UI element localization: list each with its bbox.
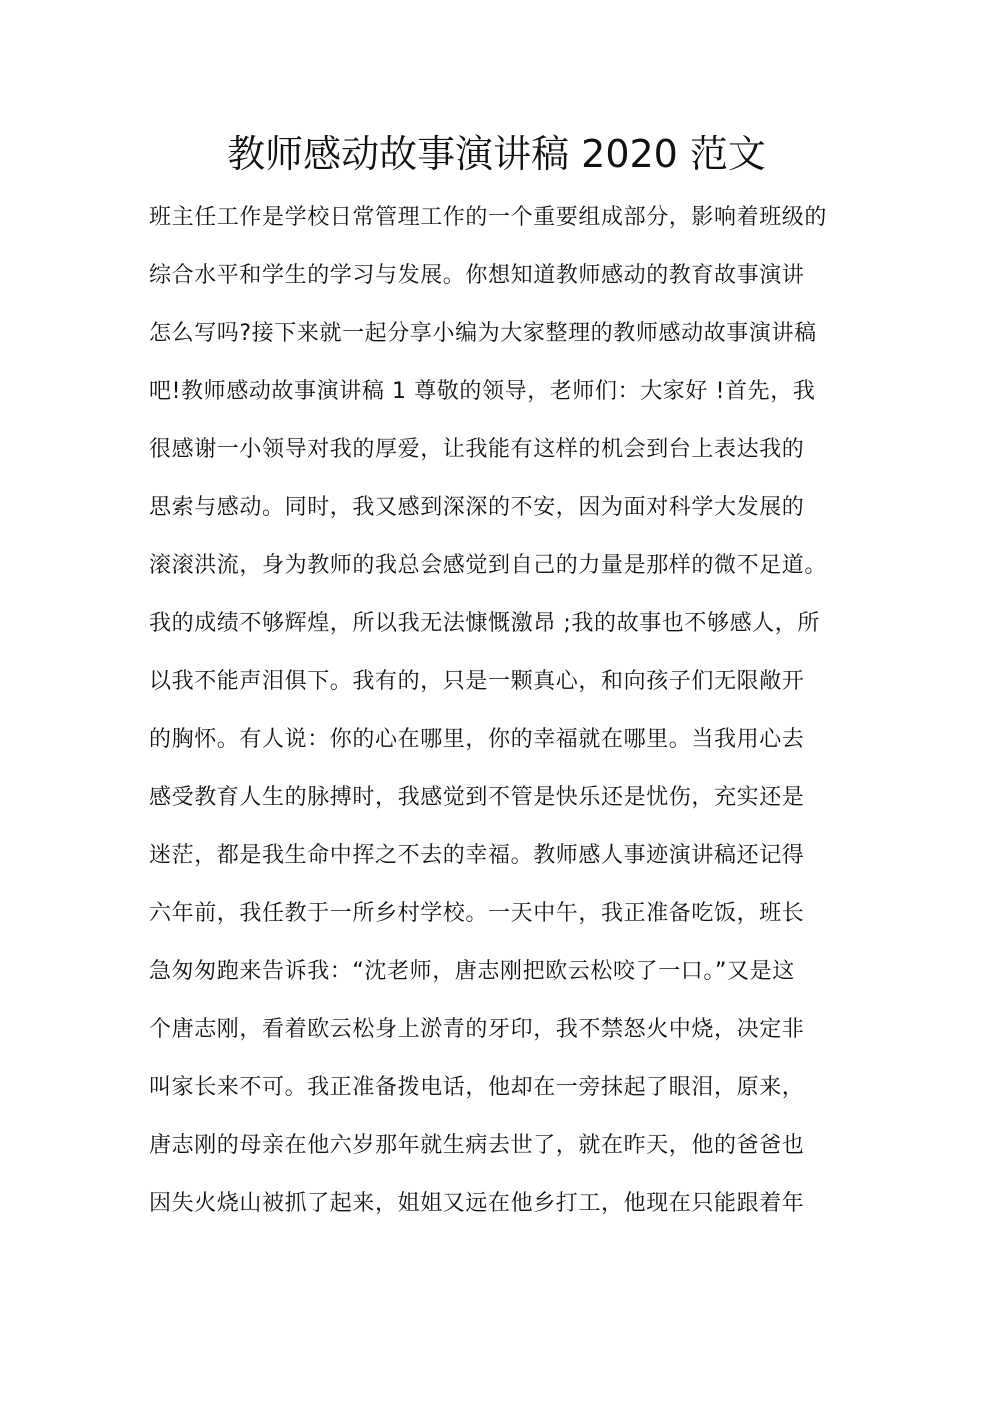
body-line: 感受教育人生的脉搏时，我感觉到不管是快乐还是忧伤，充实还是 [149,785,805,810]
body-line: 个唐志刚，看着欧云松身上淤青的牙印，我不禁怒火中烧，决定非 [149,1017,805,1042]
body-line: 叫家长来不可。我正准备拨电话，他却在一旁抹起了眼泪，原来， [149,1075,805,1100]
body-line: 思索与感动。同时，我又感到深深的不安，因为面对科学大发展的 [149,495,805,520]
document-body [149,193,849,1237]
body-line: 急匆匆跑来告诉我：“沈老师，唐志刚把欧云松咬了一口。”又是这 [149,959,795,984]
document-title: 教师感动故事演讲稿 2020 范文 [227,132,766,176]
body-line: 我的成绩不够辉煌，所以我无法慷慨激昂 ;我的故事也不够感人，所 [149,611,821,636]
body-line: 迷茫，都是我生命中挥之不去的幸福。教师感人事迹演讲稿还记得 [149,843,805,868]
body-line: 班主任工作是学校日常管理工作的一个重要组成部分，影响着班级的 [149,205,828,230]
body-line: 六年前，我任教于一所乡村学校。一天中午，我正准备吃饭，班长 [149,901,805,926]
body-line: 综合水平和学生的学习与发展。你想知道教师感动的教育故事演讲 [149,263,805,288]
body-line: 吧!教师感动故事演讲稿 1 尊敬的领导，老师们：大家好 !首先，我 [149,379,816,404]
body-line: 很感谢一小领导对我的厚爱，让我能有这样的机会到台上表达我的 [149,437,805,462]
body-line: 怎么写吗?接下来就一起分享小编为大家整理的教师感动故事演讲稿 [149,321,817,346]
body-line: 滚滚洪流，身为教师的我总会感觉到自己的力量是那样的微不足道。 [149,553,828,578]
body-line: 以我不能声泪俱下。我有的，只是一颗真心，和向孩子们无限敞开 [149,669,805,694]
body-line: 因失火烧山被抓了起来，姐姐又远在他乡打工，他现在只能跟着年 [149,1191,805,1216]
body-line: 唐志刚的母亲在他六岁那年就生病去世了，就在昨天，他的爸爸也 [149,1133,805,1158]
body-line: 的胸怀。有人说：你的心在哪里，你的幸福就在哪里。当我用心去 [149,727,805,752]
